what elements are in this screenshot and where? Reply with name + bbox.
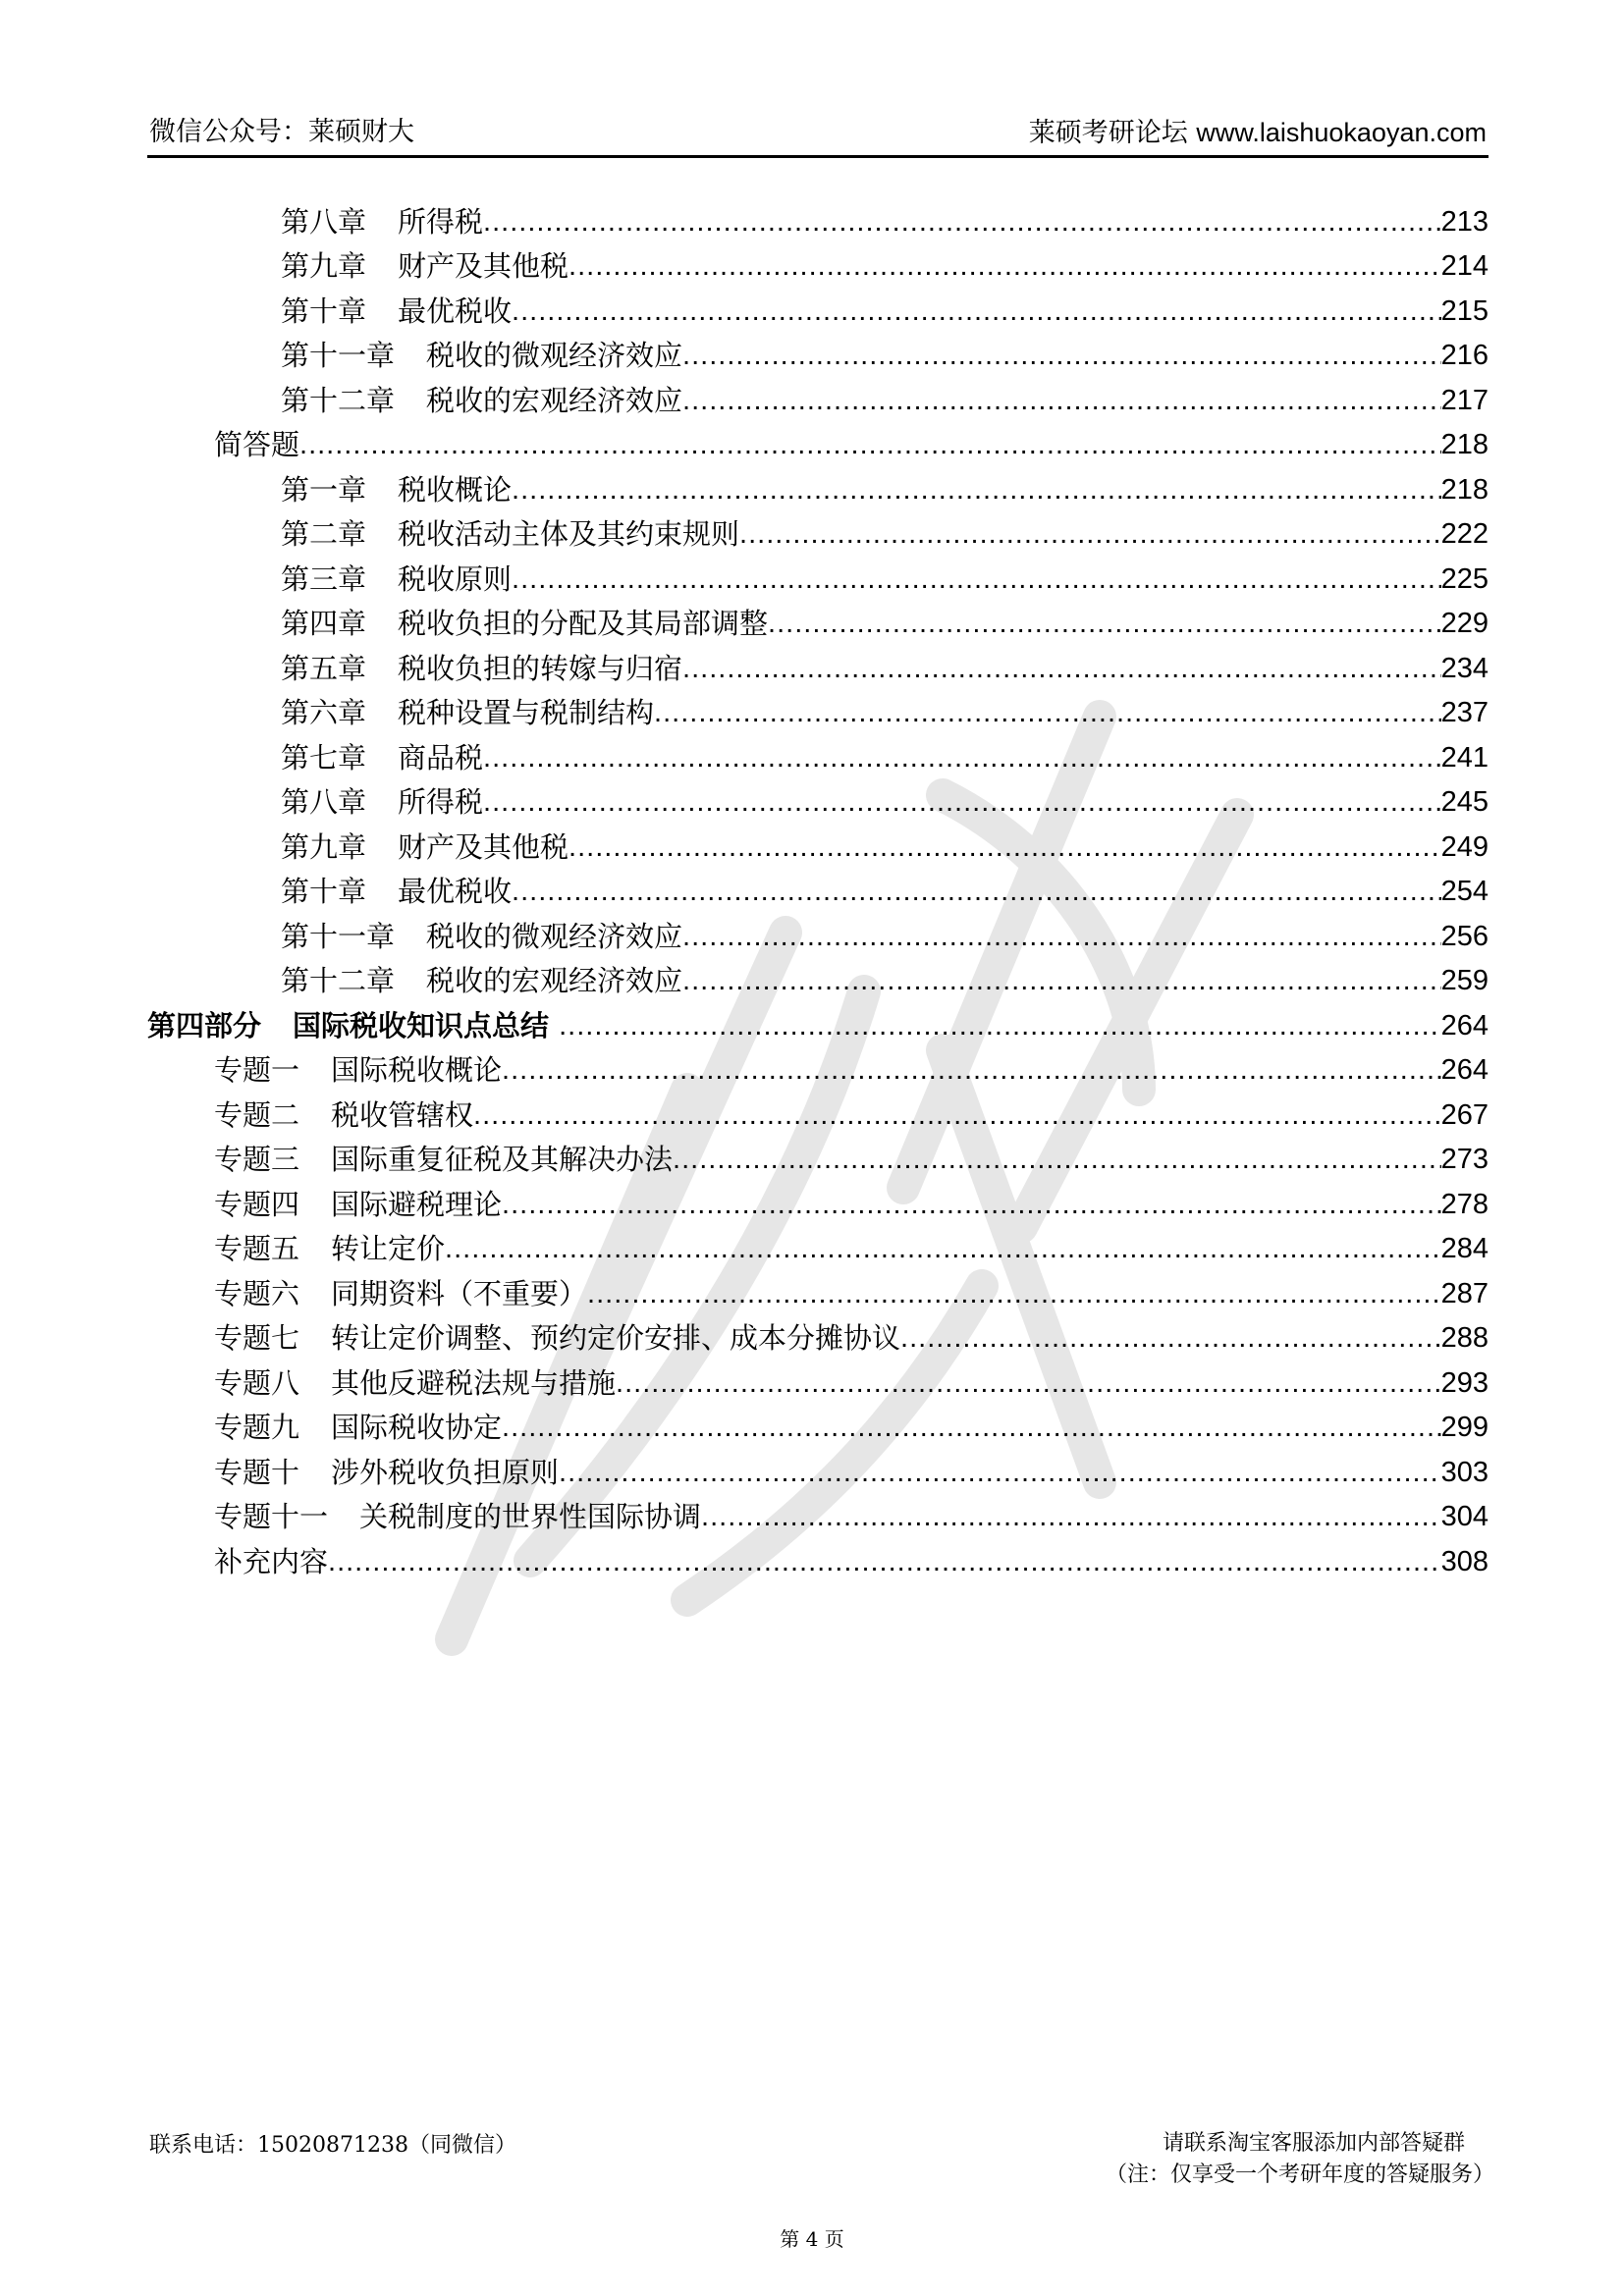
toc-entry[interactable] <box>147 1361 1489 1406</box>
toc-leader-dots <box>682 336 1441 375</box>
toc-entry-label <box>281 828 568 867</box>
toc-leader-dots <box>568 246 1441 286</box>
toc-entry-page: 264 <box>1440 1054 1489 1087</box>
toc-entry-page: 303 <box>1440 1456 1489 1488</box>
toc-leader-dots <box>559 1453 1441 1492</box>
toc-entry-number: 第八章 <box>281 785 367 820</box>
toc-entry[interactable] <box>147 1495 1489 1540</box>
toc-entry-title: 国际重复征税及其解决办法 <box>331 1143 674 1177</box>
toc-entry-label <box>281 961 682 1000</box>
toc-entry-number: 第七章 <box>281 740 367 774</box>
toc-entry-label <box>281 604 768 643</box>
toc-entry-number: 第五章 <box>281 651 367 685</box>
toc-entry-page: 215 <box>1440 294 1489 327</box>
toc-entry-label <box>147 1006 559 1045</box>
toc-entry[interactable] <box>147 780 1489 826</box>
toc-entry-label <box>281 782 483 822</box>
toc-entry-label <box>281 872 512 911</box>
toc-entry-page: 259 <box>1440 965 1489 997</box>
toc-entry[interactable] <box>147 378 1489 423</box>
toc-leader-dots <box>445 1229 1441 1268</box>
toc-leader-dots <box>568 828 1441 867</box>
toc-entry-page: 267 <box>1440 1098 1489 1131</box>
toc-entry-number: 第二章 <box>281 517 367 552</box>
toc-entry[interactable] <box>147 1406 1489 1451</box>
toc-entry[interactable] <box>147 423 1489 468</box>
toc-entry-number: 第三章 <box>281 561 367 596</box>
toc-entry-title: 税收原则 <box>398 561 513 596</box>
toc-entry-number: 第十一章 <box>281 339 396 373</box>
toc-entry-number: 第一章 <box>281 472 367 507</box>
toc-entry-title: 转让定价 <box>331 1232 446 1266</box>
page-header <box>147 116 1489 158</box>
wechat-account-label: 微信公众号：莱硕财大 <box>149 117 414 147</box>
table-of-contents <box>147 199 1489 1584</box>
toc-entry-title: 财产及其他税 <box>398 829 569 864</box>
toc-entry-number: 第九章 <box>281 829 367 864</box>
toc-entry-page: 256 <box>1440 920 1489 952</box>
toc-entry[interactable] <box>147 1093 1489 1138</box>
toc-entry-label <box>281 917 682 956</box>
toc-entry[interactable] <box>147 825 1489 870</box>
toc-entry-title: 补充内容 <box>214 1544 329 1578</box>
toc-entry-label <box>214 1542 328 1581</box>
toc-entry-number: 专题五 <box>214 1232 300 1266</box>
toc-entry-title: 税收的宏观经济效应 <box>426 383 683 417</box>
service-note <box>1106 2128 1494 2191</box>
toc-leader-dots <box>502 1050 1441 1090</box>
toc-leader-dots <box>739 514 1441 554</box>
toc-leader-dots <box>483 782 1441 822</box>
toc-leader-dots <box>299 425 1441 464</box>
toc-entry-label <box>214 1229 445 1268</box>
toc-entry-page: 218 <box>1440 473 1489 506</box>
toc-leader-dots <box>512 560 1441 599</box>
toc-entry-page: 288 <box>1440 1322 1489 1355</box>
toc-entry[interactable] <box>147 1138 1489 1183</box>
toc-leader-dots <box>512 872 1441 911</box>
toc-entry[interactable] <box>147 557 1489 602</box>
toc-entry-number: 第六章 <box>281 696 367 730</box>
toc-leader-dots <box>473 1095 1441 1135</box>
toc-entry-label <box>281 470 512 509</box>
toc-entry-page: 299 <box>1440 1412 1489 1444</box>
toc-entry-title: 国际税收知识点总结 <box>293 1008 560 1042</box>
toc-leader-dots <box>483 738 1441 777</box>
toc-leader-dots <box>682 961 1441 1000</box>
forum-url-link[interactable]: www.laishuokaoyan.com <box>1196 118 1487 147</box>
toc-entry[interactable] <box>147 1316 1489 1362</box>
toc-entry-title: 转让定价调整、预约定价安排、成本分摊协议 <box>331 1321 901 1356</box>
toc-entry-title: 最优税收 <box>398 875 513 909</box>
toc-leader-dots <box>512 292 1441 331</box>
toc-leader-dots <box>682 917 1441 956</box>
toc-entry-label <box>281 514 739 554</box>
toc-entry-page: 278 <box>1440 1188 1489 1220</box>
toc-entry-page: 249 <box>1440 830 1489 863</box>
toc-entry-title: 税收活动主体及其约束规则 <box>398 517 740 552</box>
toc-entry-label <box>214 1185 502 1224</box>
toc-entry-number: 专题十一 <box>214 1500 329 1534</box>
toc-entry-number: 第八章 <box>281 204 367 239</box>
toc-entry-page: 273 <box>1440 1144 1489 1176</box>
toc-entry[interactable] <box>147 1539 1489 1584</box>
toc-entry-title: 商品税 <box>398 740 484 774</box>
toc-entry-number: 专题二 <box>214 1097 300 1132</box>
toc-entry-page: 245 <box>1440 786 1489 819</box>
toc-leader-dots <box>559 1006 1440 1045</box>
toc-entry-label <box>214 425 299 464</box>
toc-entry-title: 简答题 <box>214 428 300 462</box>
toc-leader-dots <box>900 1318 1441 1358</box>
toc-entry[interactable] <box>147 334 1489 379</box>
toc-entry-label <box>214 1140 673 1179</box>
toc-entry-number: 专题八 <box>214 1365 300 1400</box>
toc-entry-page: 225 <box>1440 562 1489 595</box>
toc-entry[interactable] <box>147 735 1489 780</box>
toc-entry-label <box>281 336 682 375</box>
toc-entry-title: 最优税收 <box>398 294 513 328</box>
toc-entry-title: 涉外税收负担原则 <box>331 1455 560 1489</box>
toc-entry-page: 293 <box>1440 1366 1489 1399</box>
forum-name: 莱硕考研论坛 <box>1028 118 1197 148</box>
toc-entry-title: 同期资料（不重要） <box>331 1276 588 1310</box>
toc-leader-dots <box>512 470 1441 509</box>
toc-leader-dots <box>768 604 1441 643</box>
service-note-line1: 请联系淘宝客服添加内部答疑群 <box>1162 2131 1465 2156</box>
toc-entry-title: 税收的微观经济效应 <box>426 919 683 953</box>
toc-entry-number: 第四部分 <box>147 1008 262 1042</box>
toc-entry-number: 第十二章 <box>281 964 396 998</box>
toc-leader-dots <box>483 202 1441 241</box>
toc-entry-label <box>214 1050 502 1090</box>
toc-entry-page: 217 <box>1440 384 1489 416</box>
toc-entry-title: 税种设置与税制结构 <box>398 696 655 730</box>
toc-entry[interactable] <box>147 1048 1489 1094</box>
toc-entry-title: 关税制度的世界性国际协调 <box>359 1500 702 1534</box>
toc-entry-number: 第十二章 <box>281 383 396 417</box>
toc-entry[interactable] <box>147 870 1489 915</box>
toc-entry[interactable] <box>147 1182 1489 1227</box>
toc-entry-number: 专题四 <box>214 1187 300 1221</box>
toc-entry-page: 304 <box>1440 1501 1489 1533</box>
toc-entry-label <box>214 1274 587 1313</box>
toc-leader-dots <box>701 1497 1441 1536</box>
toc-entry[interactable] <box>147 512 1489 558</box>
toc-entry-page: 229 <box>1440 608 1489 640</box>
toc-leader-dots <box>654 693 1441 732</box>
toc-entry[interactable] <box>147 1271 1489 1316</box>
toc-entry-title: 其他反避税法规与措施 <box>331 1365 617 1400</box>
toc-entry-page: 287 <box>1440 1277 1489 1309</box>
toc-entry-page: 284 <box>1440 1233 1489 1265</box>
toc-entry-label <box>281 693 654 732</box>
toc-entry[interactable] <box>147 1227 1489 1272</box>
toc-entry-label <box>281 381 682 420</box>
toc-entry-page: 222 <box>1440 518 1489 551</box>
service-note-line2: （注：仅享受一个考研年度的答疑服务） <box>1105 2163 1494 2187</box>
toc-leader-dots <box>587 1274 1441 1313</box>
toc-entry-title: 所得税 <box>398 785 484 820</box>
toc-leader-dots <box>682 381 1441 420</box>
toc-leader-dots <box>616 1363 1441 1403</box>
toc-entry-title: 国际避税理论 <box>331 1187 503 1221</box>
toc-entry-page: 308 <box>1440 1545 1489 1577</box>
toc-leader-dots <box>682 649 1441 688</box>
toc-entry-number: 第四章 <box>281 607 367 641</box>
toc-entry-page: 214 <box>1440 250 1489 283</box>
toc-entry[interactable] <box>147 1003 1489 1048</box>
toc-entry-number: 专题三 <box>214 1143 300 1177</box>
toc-entry-title: 税收管辖权 <box>331 1097 474 1132</box>
toc-entry-number: 第十一章 <box>281 919 396 953</box>
toc-entry[interactable] <box>147 646 1489 691</box>
toc-entry-title: 国际税收概论 <box>331 1053 503 1088</box>
toc-entry[interactable] <box>147 691 1489 736</box>
toc-entry-title: 税收负担的分配及其局部调整 <box>398 607 769 641</box>
toc-entry-page: 264 <box>1440 1009 1489 1041</box>
toc-leader-dots <box>673 1140 1441 1179</box>
toc-entry-label <box>214 1095 473 1135</box>
toc-entry-title: 国际税收协定 <box>331 1411 503 1445</box>
toc-entry-label <box>214 1363 616 1403</box>
toc-leader-dots <box>328 1542 1441 1581</box>
toc-entry[interactable] <box>147 199 1489 244</box>
forum-label <box>1029 116 1487 150</box>
toc-leader-dots <box>502 1408 1441 1447</box>
toc-entry-title: 所得税 <box>398 204 484 239</box>
toc-entry-title: 税收的宏观经济效应 <box>426 964 683 998</box>
toc-entry-label <box>214 1497 701 1536</box>
toc-entry-page: 218 <box>1440 429 1489 461</box>
toc-entry[interactable] <box>147 959 1489 1004</box>
toc-entry[interactable] <box>147 602 1489 647</box>
toc-entry-page: 237 <box>1440 697 1489 729</box>
toc-entry-title: 税收的微观经济效应 <box>426 339 683 373</box>
toc-entry-title: 税收负担的转嫁与归宿 <box>398 651 683 685</box>
toc-entry-page: 216 <box>1440 340 1489 372</box>
toc-entry-label <box>281 202 483 241</box>
toc-entry-title: 财产及其他税 <box>398 249 569 284</box>
toc-entry[interactable] <box>147 289 1489 334</box>
toc-entry[interactable] <box>147 467 1489 512</box>
toc-entry-number: 第九章 <box>281 249 367 284</box>
toc-entry-number: 第十章 <box>281 294 367 328</box>
contact-phone: 联系电话：15020871238（同微信） <box>149 2133 516 2158</box>
toc-entry-label <box>281 560 512 599</box>
toc-entry-label <box>214 1408 502 1447</box>
toc-entry[interactable] <box>147 1450 1489 1495</box>
toc-entry-page: 213 <box>1440 205 1489 238</box>
toc-entry-label <box>214 1318 900 1358</box>
toc-entry-number: 第十章 <box>281 875 367 909</box>
toc-entry-number: 专题十 <box>214 1455 300 1489</box>
toc-entry-number: 专题九 <box>214 1411 300 1445</box>
toc-entry-number: 专题一 <box>214 1053 300 1088</box>
toc-entry-page: 234 <box>1440 652 1489 684</box>
toc-entry-label <box>281 649 682 688</box>
toc-entry[interactable] <box>147 914 1489 959</box>
toc-leader-dots <box>502 1185 1441 1224</box>
toc-entry-label <box>214 1453 559 1492</box>
toc-entry-number: 专题六 <box>214 1276 300 1310</box>
toc-entry-title: 税收概论 <box>398 472 513 507</box>
page-number: 第 4 页 <box>780 2227 844 2251</box>
toc-entry[interactable] <box>147 244 1489 290</box>
toc-entry-label <box>281 738 483 777</box>
toc-entry-label <box>281 292 512 331</box>
toc-entry-page: 254 <box>1440 876 1489 908</box>
toc-entry-page: 241 <box>1440 741 1489 774</box>
toc-entry-label <box>281 246 568 286</box>
toc-entry-number: 专题七 <box>214 1321 300 1356</box>
